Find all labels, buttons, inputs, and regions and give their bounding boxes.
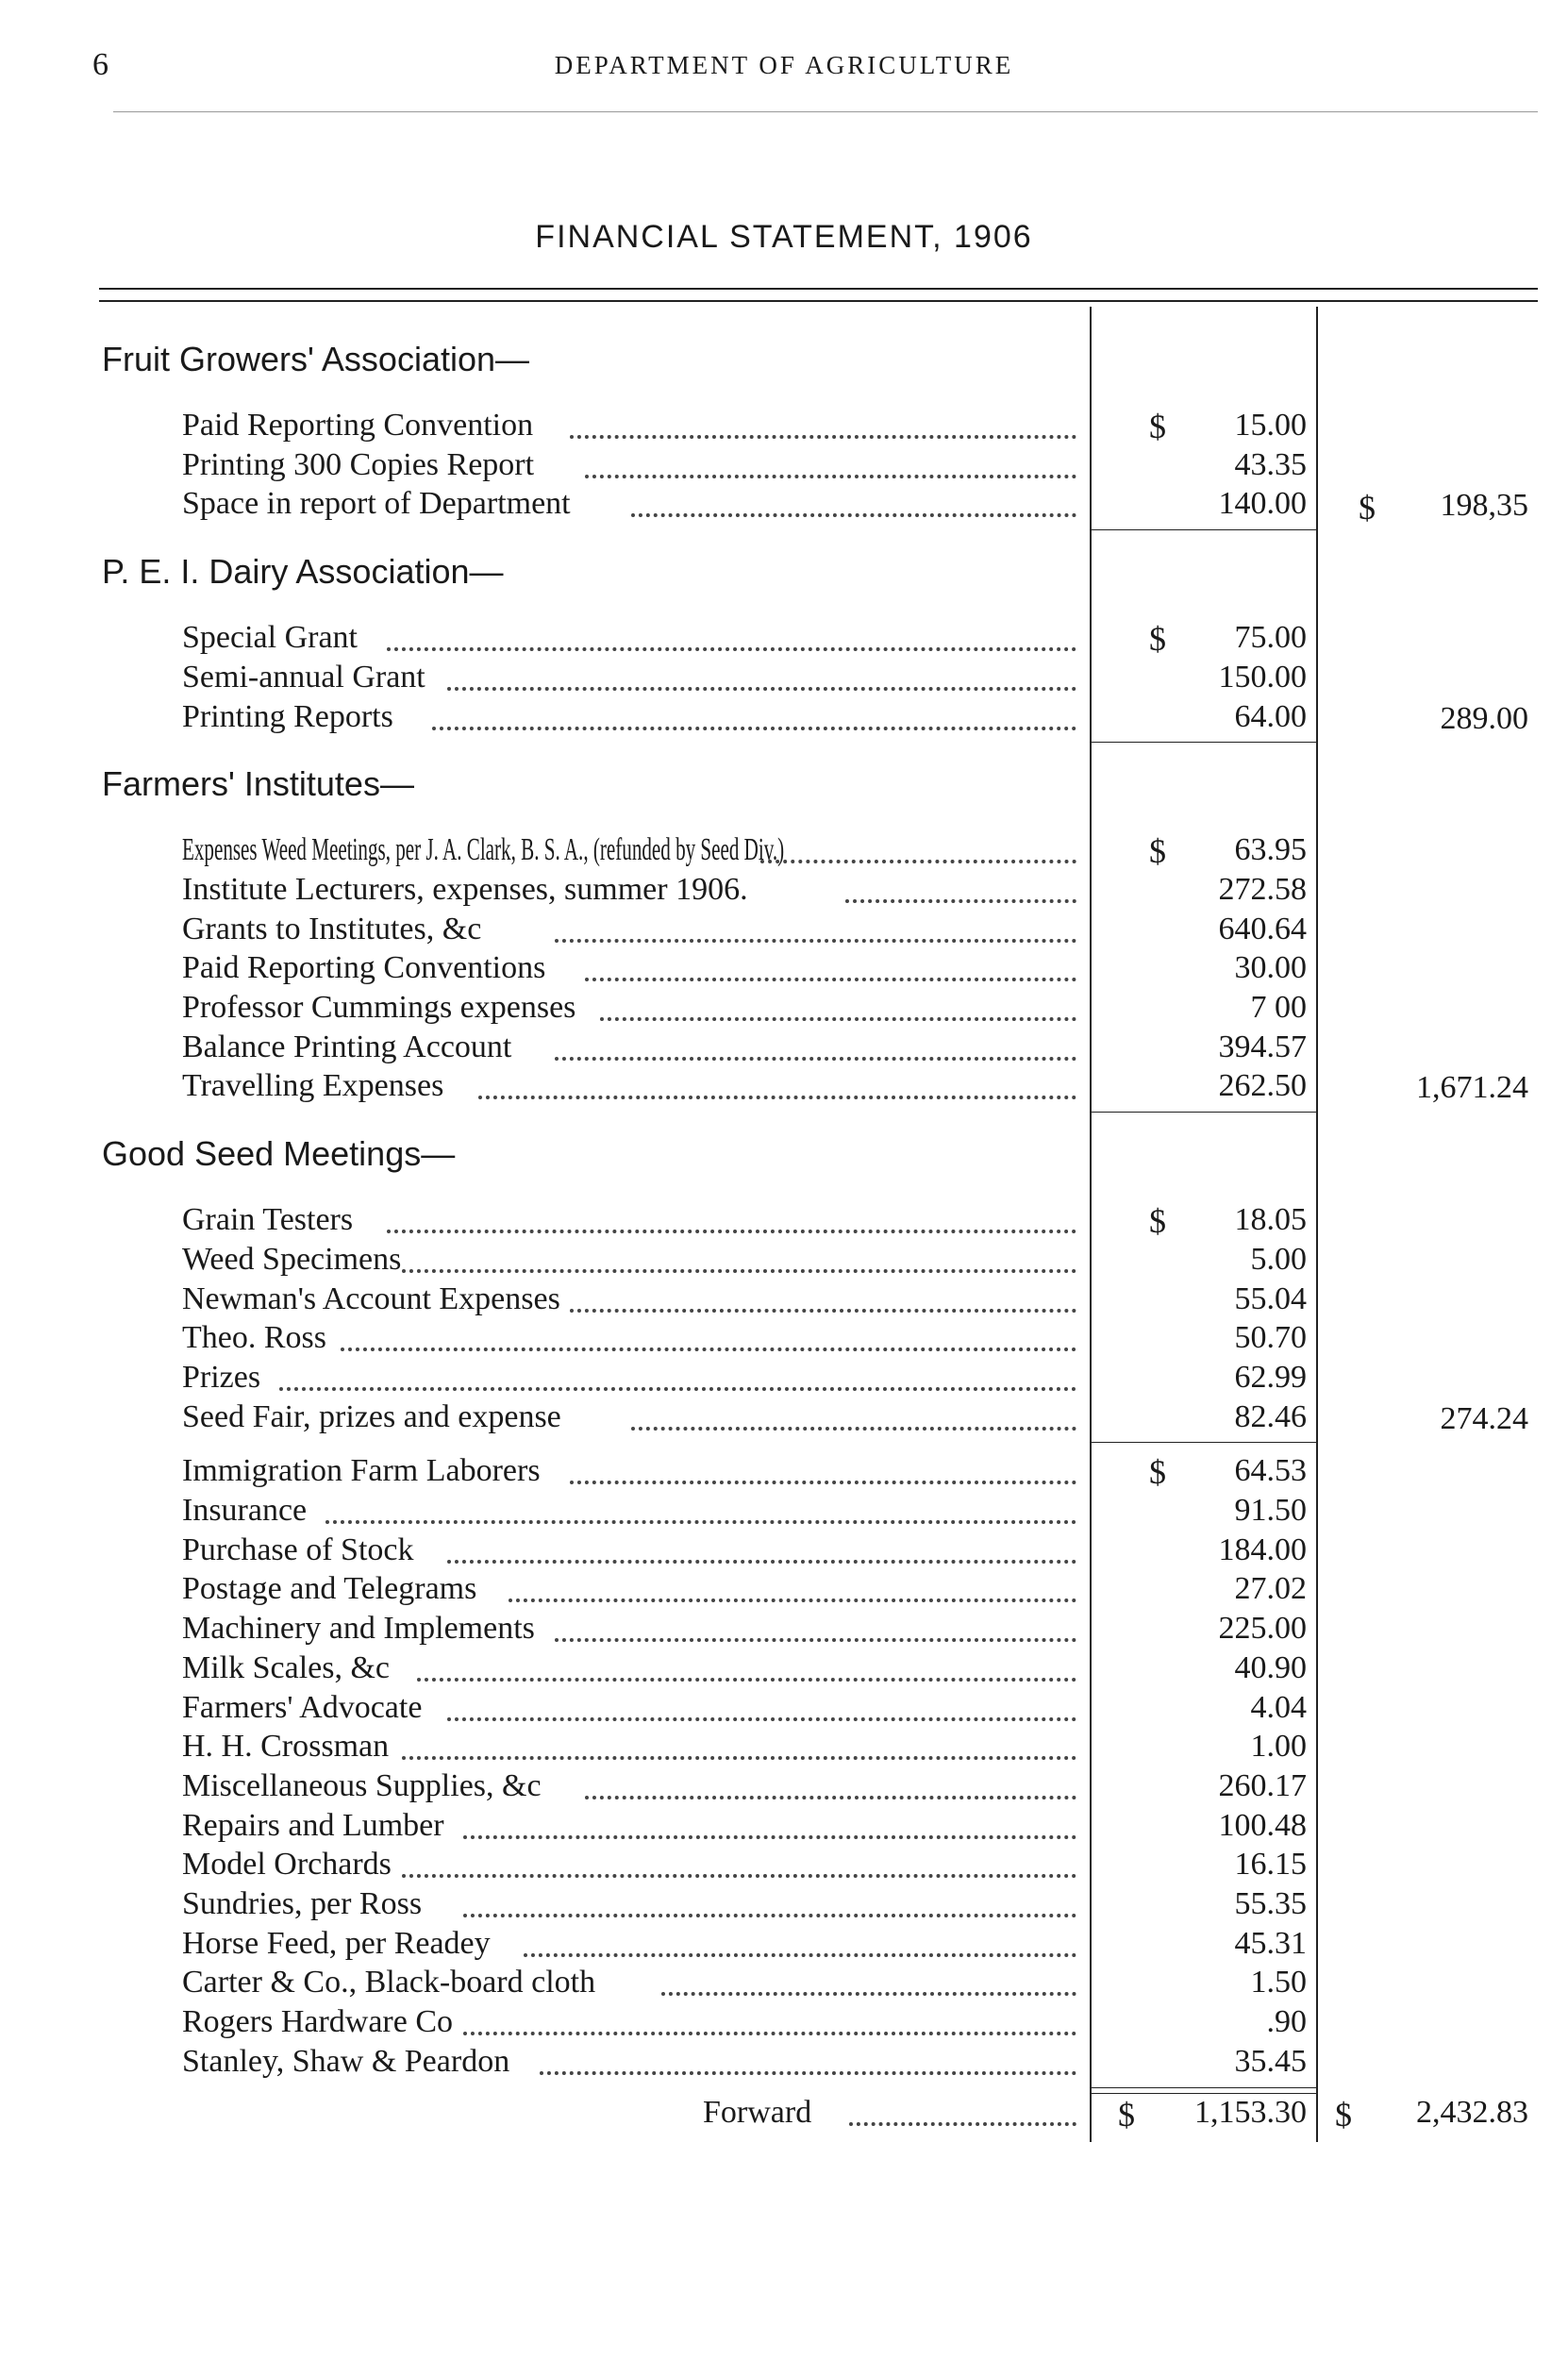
title-rule-bottom [99, 300, 1538, 302]
item-amount: 64.00 [1234, 698, 1307, 734]
item-label: Semi-annual Grant [182, 659, 425, 695]
header-rule [113, 111, 1538, 112]
forward-label: Forward [703, 2094, 812, 2130]
item-amount: 75.00 [1234, 620, 1307, 656]
dot-leader [432, 724, 1076, 730]
item-label: Postage and Telegrams [182, 1571, 477, 1607]
item-amount: 394.57 [1218, 1029, 1307, 1064]
forward-rule [1090, 2087, 1316, 2088]
item-label: Grain Testers [182, 1202, 354, 1238]
dot-leader [478, 1093, 1076, 1099]
item-label: Model Orchards [182, 1847, 392, 1883]
dot-leader [555, 936, 1076, 943]
item-amount: 55.35 [1234, 1886, 1307, 1921]
dot-leader [509, 1596, 1076, 1602]
dot-leader [402, 1266, 1076, 1273]
section-heading: P. E. I. Dairy Association— [102, 552, 504, 592]
item-label: Prizes [182, 1359, 261, 1395]
item-amount: 1.00 [1250, 1729, 1307, 1765]
item-label: Professor Cummings expenses [182, 990, 576, 1025]
dot-leader [279, 1384, 1076, 1391]
forward-grand-total: 2,432.83 [1416, 2094, 1528, 2130]
dollar-sign: $ [1335, 2095, 1352, 2134]
running-head: DEPARTMENT OF AGRICULTURE [554, 51, 1014, 79]
column-rule-left [1090, 307, 1092, 2142]
item-amount: 100.48 [1218, 1807, 1307, 1843]
dot-leader [631, 1424, 1076, 1431]
item-label: Space in report of Department [182, 486, 571, 522]
dot-leader [463, 1911, 1076, 1917]
item-amount: 272.58 [1218, 871, 1307, 907]
section-heading: Good Seed Meetings— [102, 1134, 456, 1174]
item-label: Repairs and Lumber [182, 1807, 444, 1843]
item-label: Grants to Institutes, &c [182, 911, 482, 946]
item-label: Seed Fair, prizes and expense [182, 1398, 561, 1434]
dot-leader [631, 510, 1076, 517]
dollar-sign: $ [1149, 1202, 1166, 1241]
item-amount: 5.00 [1250, 1241, 1307, 1277]
item-label: Paid Reporting Conventions [182, 950, 546, 986]
item-amount: 4.04 [1250, 1689, 1307, 1725]
item-amount: .90 [1266, 2004, 1307, 2040]
dollar-sign: $ [1149, 620, 1166, 659]
dot-leader [570, 432, 1076, 439]
item-amount: 150.00 [1218, 659, 1307, 695]
item-label: Milk Scales, &c [182, 1649, 391, 1685]
dot-leader [402, 1753, 1076, 1760]
dot-leader [555, 1054, 1076, 1061]
item-amount: 64.53 [1234, 1453, 1307, 1489]
dot-leader [402, 1871, 1076, 1878]
dollar-sign: $ [1359, 489, 1376, 527]
dot-leader [387, 1227, 1076, 1233]
column-rule-right [1316, 307, 1318, 2142]
dot-leader [417, 1675, 1076, 1682]
dot-leader [585, 472, 1076, 478]
item-amount: 27.02 [1234, 1571, 1307, 1607]
item-amount: 82.46 [1234, 1398, 1307, 1434]
item-amount: 225.00 [1218, 1611, 1307, 1647]
section-total: 289.00 [1440, 700, 1528, 736]
item-amount: 63.95 [1234, 832, 1307, 868]
item-amount: 50.70 [1234, 1320, 1307, 1356]
dot-leader [463, 1833, 1076, 1839]
subtotal-rule [1090, 1442, 1316, 1443]
dot-leader [600, 1014, 1076, 1021]
dot-leader [585, 1793, 1076, 1799]
item-label: Stanley, Shaw & Peardon [182, 2043, 510, 2079]
subtotal-rule [1090, 1112, 1316, 1113]
dot-leader [341, 1345, 1076, 1351]
item-label: Farmers' Advocate [182, 1689, 423, 1725]
item-amount: 43.35 [1234, 446, 1307, 482]
dollar-sign: $ [1149, 1453, 1166, 1492]
item-amount: 55.04 [1234, 1280, 1307, 1316]
item-label: Newman's Account Expenses [182, 1280, 560, 1316]
dot-leader [661, 1989, 1076, 1996]
item-amount: 62.99 [1234, 1359, 1307, 1395]
item-amount: 91.50 [1234, 1493, 1307, 1528]
item-label: Theo. Ross [182, 1320, 326, 1356]
document-title: FINANCIAL STATEMENT, 1906 [535, 219, 1033, 255]
item-amount: 1.50 [1250, 1965, 1307, 2000]
item-label: Insurance [182, 1493, 308, 1528]
subtotal-rule [1090, 742, 1316, 743]
item-label: Immigration Farm Laborers [182, 1453, 541, 1489]
item-label: Miscellaneous Supplies, &c [182, 1767, 542, 1803]
item-amount: 640.64 [1218, 911, 1307, 946]
item-amount: 18.05 [1234, 1202, 1307, 1238]
subtotal-rule [1090, 529, 1316, 530]
item-label: Expenses Weed Meetings, per J. A. Clark, B. S. A., (refunded by Seed Div.) [182, 832, 785, 868]
dot-leader [570, 1306, 1076, 1313]
section-heading: Fruit Growers' Association— [102, 340, 530, 378]
section-total: 274.24 [1440, 1400, 1528, 1436]
dot-leader [447, 1715, 1076, 1721]
item-label: Travelling Expenses [182, 1068, 444, 1104]
item-amount: 262.50 [1218, 1068, 1307, 1104]
item-amount: 15.00 [1234, 408, 1307, 443]
dot-leader [447, 684, 1076, 691]
item-label: Paid Reporting Convention [182, 408, 534, 443]
item-amount: 184.00 [1218, 1531, 1307, 1567]
forward-rule-double [1090, 2093, 1316, 2094]
dot-leader [540, 2068, 1076, 2075]
item-label: Special Grant [182, 620, 358, 656]
item-amount: 7 00 [1250, 990, 1307, 1025]
item-label: Machinery and Implements [182, 1611, 535, 1647]
item-amount: 260.17 [1218, 1767, 1307, 1803]
item-amount: 40.90 [1234, 1649, 1307, 1685]
dollar-sign: $ [1149, 408, 1166, 445]
dot-leader [463, 2029, 1076, 2035]
item-amount: 16.15 [1234, 1847, 1307, 1883]
forward-subtotal: 1,153.30 [1194, 2094, 1307, 2130]
title-rule-top [99, 288, 1538, 290]
item-amount: 45.31 [1234, 1925, 1307, 1961]
section-total: 198,35 [1440, 488, 1528, 524]
item-label: Balance Printing Account [182, 1029, 512, 1064]
page-number: 6 [92, 47, 108, 82]
item-amount: 35.45 [1234, 2043, 1307, 2079]
dollar-sign: $ [1118, 2095, 1135, 2134]
section-total: 1,671.24 [1416, 1070, 1528, 1106]
dot-leader [555, 1635, 1076, 1642]
dollar-sign: $ [1149, 832, 1166, 871]
dot-leader [325, 1517, 1076, 1524]
item-label: Purchase of Stock [182, 1531, 414, 1567]
item-label: Rogers Hardware Co [182, 2004, 454, 2040]
dot-leader [447, 1557, 1076, 1564]
item-amount: 140.00 [1218, 486, 1307, 522]
item-label: Sundries, per Ross [182, 1886, 423, 1921]
item-label: Horse Feed, per Readey [182, 1925, 491, 1961]
item-amount: 30.00 [1234, 950, 1307, 986]
section-heading: Farmers' Institutes— [102, 764, 414, 804]
item-label: Printing 300 Copies Report [182, 446, 535, 482]
item-label: Printing Reports [182, 698, 393, 734]
dot-leader [387, 644, 1076, 651]
dot-leader [570, 1478, 1076, 1484]
dot-leader [524, 1950, 1076, 1957]
item-label: H. H. Crossman [182, 1729, 390, 1765]
item-label: Carter & Co., Black-board cloth [182, 1965, 596, 2000]
dot-leader [585, 975, 1076, 981]
item-label: Institute Lecturers, expenses, summer 1906. [182, 871, 748, 907]
item-label: Weed Specimens [182, 1241, 402, 1277]
